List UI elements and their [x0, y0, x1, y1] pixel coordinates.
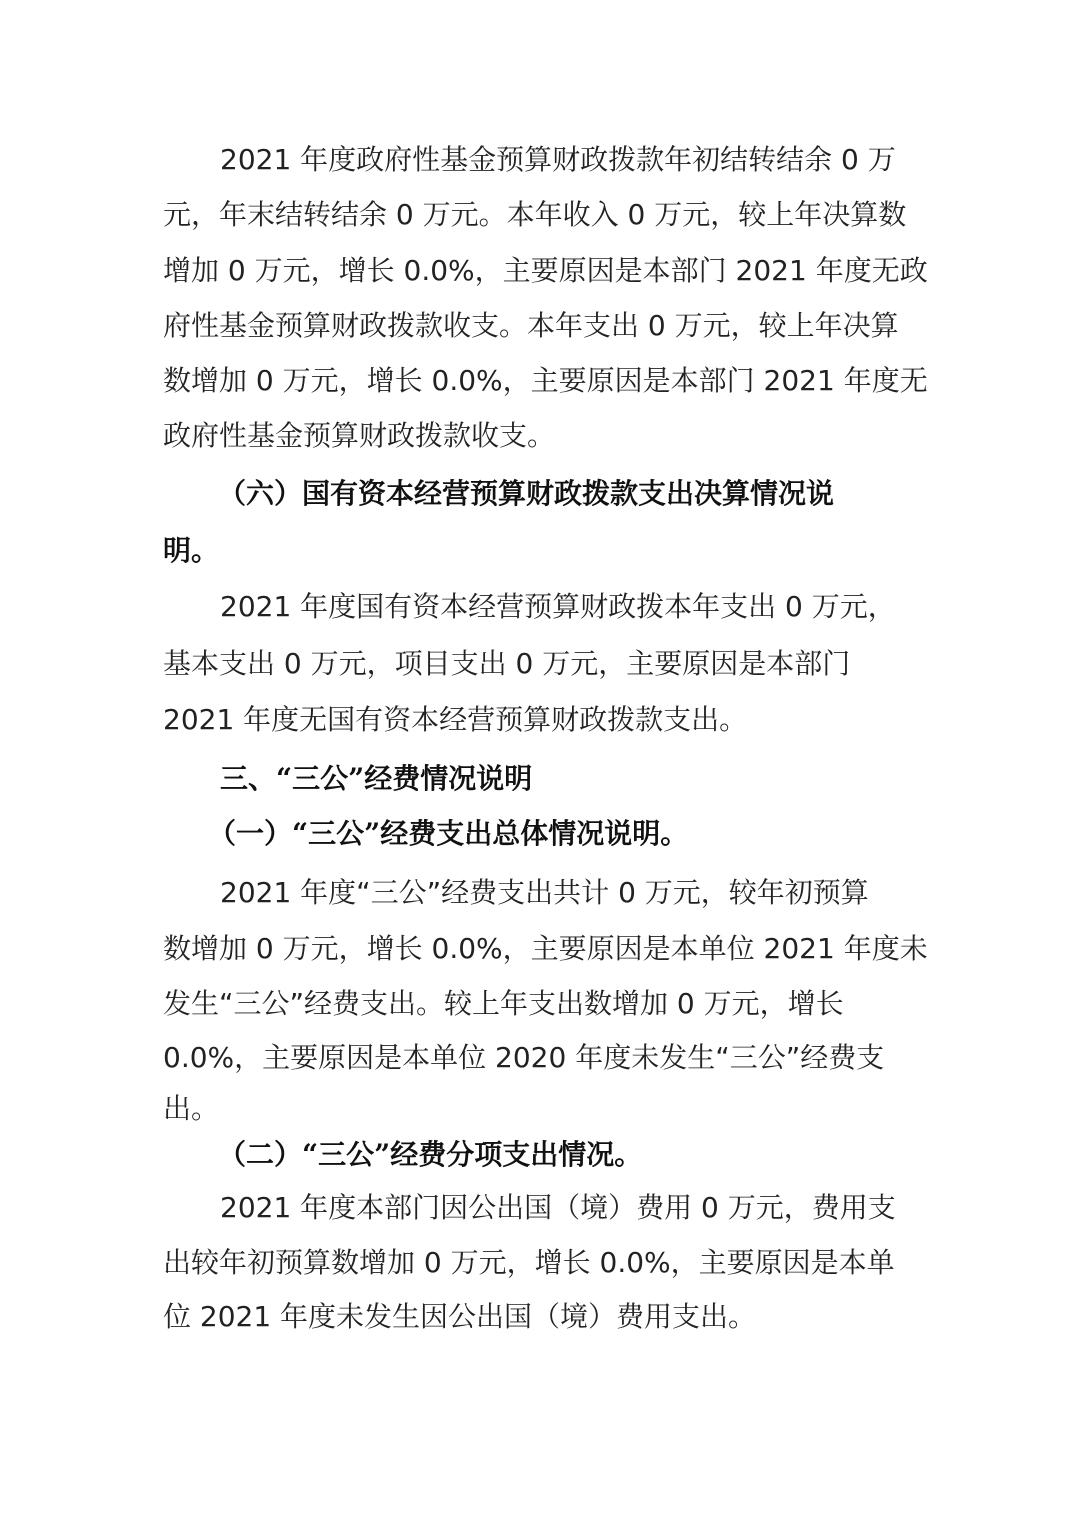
text-line: 2021 年度本部门因公出国（境）费用 0 万元，费用支	[220, 1191, 896, 1224]
subsection-heading: （二）“三公”经费分项支出情况。	[218, 1138, 643, 1171]
text-line: 2021 年度国有资本经营预算财政拨本年支出 0 万元，	[220, 590, 896, 623]
text-line: 2021 年度政府性基金预算财政拨款年初结转结余 0 万	[220, 143, 896, 176]
text-line: 发生“三公”经费支出。较上年支出数增加 0 万元，增长	[163, 987, 844, 1020]
text-line: 出。	[163, 1092, 220, 1125]
text-line: 0.0%，主要原因是本单位 2020 年度未发生“三公”经费支	[163, 1041, 885, 1074]
text-line: 数增加 0 万元，增长 0.0%，主要原因是本单位 2021 年度未	[163, 932, 928, 965]
text-line: 2021 年度“三公”经费支出共计 0 万元，较年初预算	[220, 876, 869, 909]
text-line: 政府性基金预算财政拨款收支。	[163, 419, 556, 452]
section-heading: 明。	[163, 534, 220, 567]
text-line: 府性基金预算财政拨款收支。本年支出 0 万元，较上年决算	[163, 309, 899, 342]
text-line: 出较年初预算数增加 0 万元，增长 0.0%，主要原因是本单	[163, 1246, 895, 1279]
text-line: 位 2021 年度未发生因公出国（境）费用支出。	[163, 1300, 757, 1333]
subsection-heading: （一）“三公”经费支出总体情况说明。	[208, 817, 689, 850]
text-line: 基本支出 0 万元，项目支出 0 万元，主要原因是本部门	[163, 647, 851, 680]
text-line: 2021 年度无国有资本经营预算财政拨款支出。	[163, 703, 748, 736]
text-line: 元，年末结转结余 0 万元。本年收入 0 万元，较上年决算数	[163, 198, 907, 231]
text-line: 数增加 0 万元，增长 0.0%，主要原因是本部门 2021 年度无	[163, 364, 928, 397]
section-heading: （六）国有资本经营预算财政拨款支出决算情况说	[218, 477, 835, 510]
text-line: 增加 0 万元，增长 0.0%，主要原因是本部门 2021 年度无政	[163, 254, 928, 287]
section-heading: 三、“三公”经费情况说明	[220, 762, 533, 795]
